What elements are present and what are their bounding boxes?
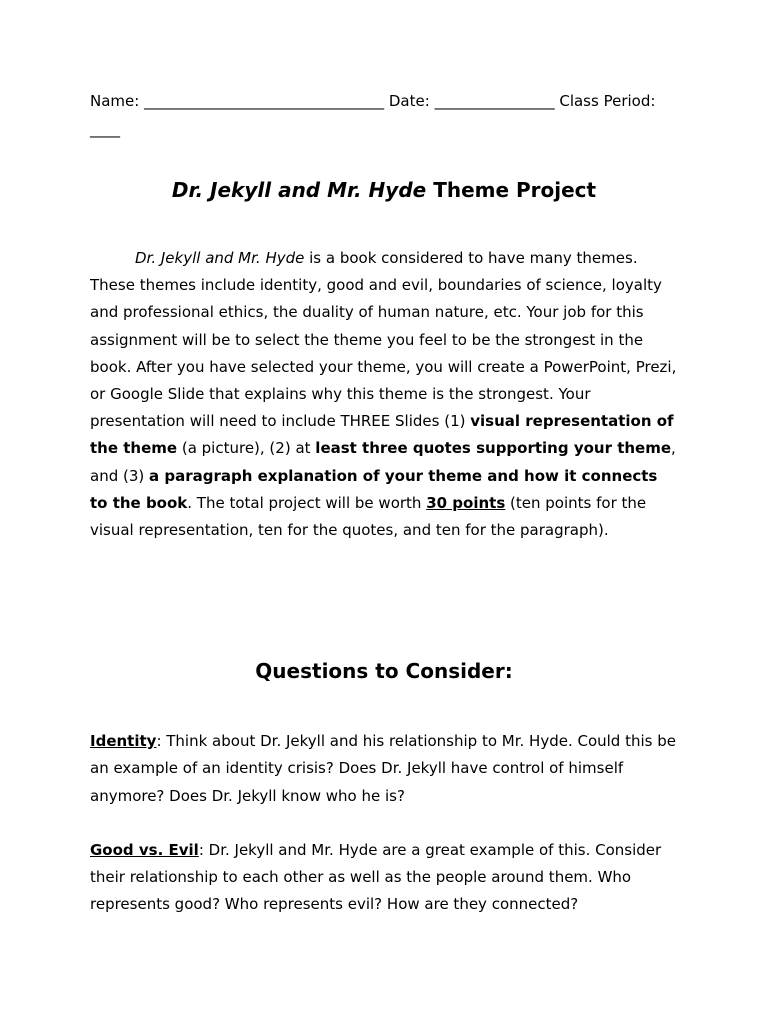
title-rest: Theme Project <box>433 178 597 202</box>
requirement-quotes: least three quotes supporting your theme <box>315 439 672 458</box>
name-blank: ________________________________ <box>144 92 385 110</box>
student-info-header <box>90 87 678 143</box>
title-book-name: Dr. Jekyll and Mr. Hyde <box>171 178 427 202</box>
intro-book-name: Dr. Jekyll and Mr. Hyde <box>135 249 305 267</box>
intro-text-2: (a picture), (2) at <box>177 439 316 458</box>
question-label: Good vs. Evil <box>90 840 199 859</box>
period-label: Period: <box>603 92 656 110</box>
intro-text-4: . The total project will be worth <box>187 493 427 512</box>
requirement-visual: visual representation of the theme <box>90 412 674 458</box>
intro-text-5: (ten points for the visual representation, ten for the quotes, and ten for the paragraph). <box>90 493 647 540</box>
date-label: Date: <box>388 92 430 110</box>
page-title <box>90 175 678 205</box>
period-blank: ____ <box>90 120 120 138</box>
question-label: Identity <box>90 732 157 751</box>
intro-paragraph <box>90 245 678 544</box>
name-label: Name: <box>90 92 140 110</box>
intro-text-1: is a book considered to have many themes. These themes include identity, good and evil, boundaries of science, loyalty and professional ethics, the duality of human nature, etc. Your job for this assignment will be to select the theme you feel to be the strongest in the book. After you have selected your theme, you will create a PowerPoint, Prezi, or Google Slide that explains why this theme is the strongest. Your presentation will need to include THREE Slides (1) <box>90 249 677 431</box>
question-identity <box>90 728 678 810</box>
questions-heading: Questions to Consider: <box>255 659 513 684</box>
question-text: : Think about Dr. Jekyll and his relationship to Mr. Hyde. Could this be an example of an identity crisis? Does Dr. Jekyll have control of himself anymore? Does Dr. Jekyll know who he is? <box>90 732 676 805</box>
question-text: : Dr. Jekyll and Mr. Hyde are a great example of this. Consider their relationship to each other as well as the people around them. Who represents good? Who represents evil? How are they connected? <box>90 840 662 914</box>
date-blank: ________________ <box>434 92 555 110</box>
requirement-paragraph: a paragraph explanation of your theme and how it connects to the book <box>90 466 658 512</box>
total-points: 30 points <box>426 493 506 512</box>
intro-text-3: , and (3) <box>90 439 676 485</box>
question-good-vs-evil <box>90 837 678 919</box>
class-label: Class <box>559 92 599 110</box>
